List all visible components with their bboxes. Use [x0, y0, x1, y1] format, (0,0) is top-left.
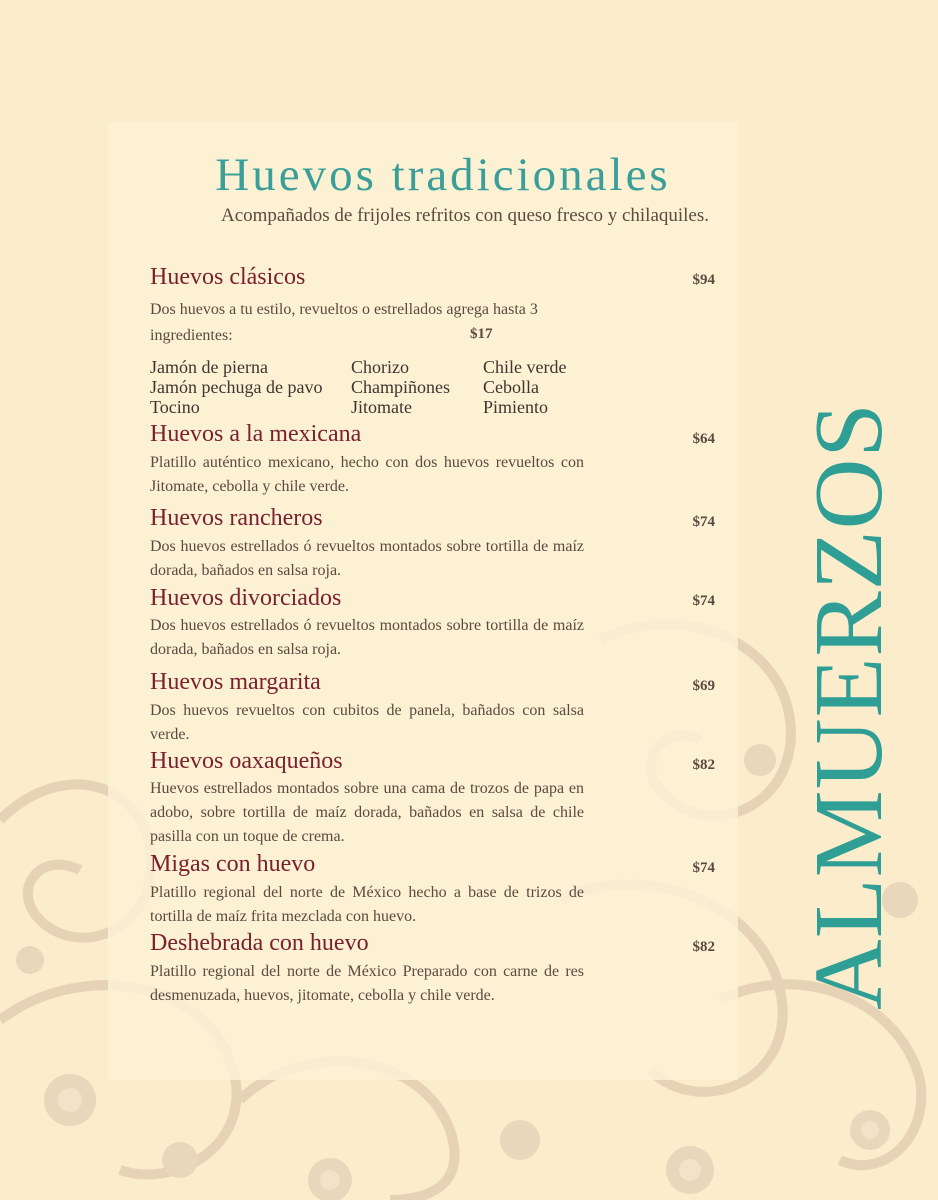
item-price-huevos-clasicos: $94	[692, 272, 715, 288]
item-name-deshebrada-con-huevo: Deshebrada con huevo	[150, 930, 369, 956]
ingredient: Jamón pechuga de pavo	[150, 377, 323, 397]
item-name-huevos-clasicos: Huevos clásicos	[150, 264, 306, 290]
item-desc: Dos huevos revueltos con cubitos de panela, bañados con salsa verde.	[150, 702, 584, 743]
ingredient: Jamón de pierna	[150, 357, 268, 377]
item-price: $69	[692, 678, 715, 694]
ingredient: Cebolla	[483, 377, 539, 397]
item-desc: Huevos estrellados montados sobre una cama de trozos de papa en adobo, sobre tortilla de maíz dorada, bañados en salsa de chile pasilla con un toque de crema.	[150, 780, 584, 845]
page-title: Huevos tradicionales	[215, 149, 671, 201]
ingredient: Jitomate	[351, 397, 412, 417]
item-price: $82	[692, 939, 715, 955]
item-name-migas-con-huevo: Migas con huevo	[150, 851, 316, 877]
item-desc: Platillo regional del norte de México Preparado con carne de res desmenuzada, huevos, jitomate, cebolla y chile verde.	[150, 963, 584, 1004]
page-subtitle: Acompañados de frijoles refritos con queso fresco y chilaquiles.	[220, 205, 710, 226]
item-price: $82	[692, 757, 715, 773]
ingredient: Tocino	[150, 397, 200, 417]
item-price: $74	[692, 514, 715, 530]
ingredient: Chile verde	[483, 357, 567, 377]
ingredient: Chorizo	[351, 357, 409, 377]
item-price: $74	[692, 860, 715, 876]
item-desc: Platillo regional del norte de México hecho a base de trizos de tortilla de maíz frita mezclada con huevo.	[150, 884, 584, 925]
ingredient: Champiñones	[351, 377, 450, 397]
item-name-huevos-divorciados: Huevos divorciados	[150, 585, 342, 611]
section-label: ALMUERZOS	[795, 402, 903, 1010]
item-desc: Platillo auténtico mexicano, hecho con dos huevos revueltos con Jitomate, cebolla y chile verde.	[150, 454, 584, 495]
item-name-huevos-rancheros: Huevos rancheros	[150, 505, 323, 531]
item-name-huevos-a-la-mexicana: Huevos a la mexicana	[150, 421, 362, 447]
item-price: $64	[692, 431, 715, 447]
item-desc-huevos-clasicos: Dos huevos a tu estilo, revueltos o estrellados agrega hasta 3 ingredientes:	[150, 301, 538, 344]
item-price: $74	[692, 593, 715, 609]
item-name-huevos-oaxaquenos: Huevos oaxaqueños	[150, 748, 343, 774]
item-name-huevos-margarita: Huevos margarita	[150, 669, 321, 695]
ingredient: Pimiento	[483, 397, 549, 417]
item-desc: Dos huevos estrellados ó revueltos montados sobre tortilla de maíz dorada, bañados en salsa roja.	[150, 617, 584, 658]
extra-ingredient-price: $17	[470, 326, 493, 342]
item-desc: Dos huevos estrellados ó revueltos montados sobre tortilla de maíz dorada, bañados en salsa roja.	[150, 538, 584, 579]
